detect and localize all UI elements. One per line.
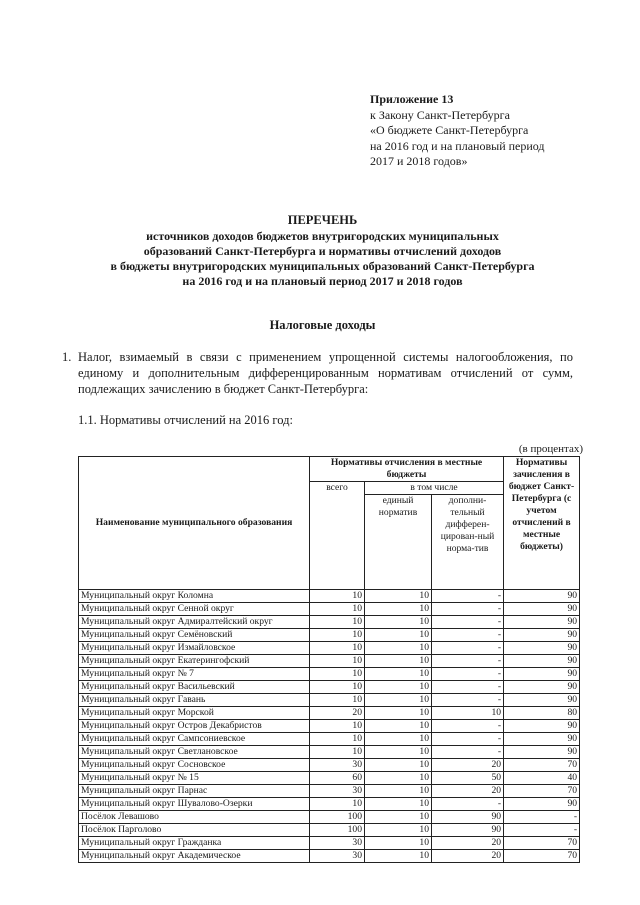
cell-name: Муниципальный округ Светлановское [79, 746, 310, 759]
cell-name: Муниципальный округ № 7 [79, 668, 310, 681]
cell-single: 10 [365, 642, 432, 655]
cell-spb: - [504, 824, 580, 837]
cell-total: 10 [310, 655, 365, 668]
cell-name: Муниципальный округ № 15 [79, 772, 310, 785]
cell-extra: - [432, 720, 504, 733]
cell-single: 10 [365, 733, 432, 746]
cell-single: 10 [365, 603, 432, 616]
cell-name: Муниципальный округ Гражданка [79, 837, 310, 850]
paragraph-1 [62, 349, 573, 397]
cell-single: 10 [365, 616, 432, 629]
cell-name: Муниципальный округ Сампсониевское [79, 733, 310, 746]
cell-extra: - [432, 603, 504, 616]
cell-total: 10 [310, 590, 365, 603]
table-row [79, 759, 580, 772]
cell-extra: 20 [432, 837, 504, 850]
cell-extra: - [432, 746, 504, 759]
cell-spb: 90 [504, 733, 580, 746]
table-row [79, 772, 580, 785]
cell-extra: 10 [432, 707, 504, 720]
norms-table [78, 456, 580, 863]
cell-extra: - [432, 629, 504, 642]
cell-spb: 90 [504, 681, 580, 694]
cell-total: 10 [310, 798, 365, 811]
cell-spb: 90 [504, 616, 580, 629]
cell-total: 20 [310, 707, 365, 720]
cell-total: 60 [310, 772, 365, 785]
units-note: (в процентах) [518, 443, 583, 455]
section-title: Налоговые доходы [269, 318, 376, 332]
document-subtitle-line: в бюджеты внутригородских муниципальных образований Санкт-Петербурга [110, 259, 535, 273]
cell-name: Муниципальный округ Семёновский [79, 629, 310, 642]
table-row [79, 694, 580, 707]
cell-single: 10 [365, 720, 432, 733]
paragraph-number: 1. [62, 350, 72, 364]
cell-spb: 70 [504, 837, 580, 850]
cell-total: 10 [310, 603, 365, 616]
document-heading [40, 213, 605, 289]
cell-spb: 80 [504, 707, 580, 720]
cell-single: 10 [365, 694, 432, 707]
cell-extra: - [432, 681, 504, 694]
cell-name: Муниципальный округ Васильевский [79, 681, 310, 694]
header-name: Наименование муниципального образования [79, 457, 310, 590]
table-row [79, 668, 580, 681]
document-subtitle-line: источников доходов бюджетов внутригородских муниципальных [146, 229, 499, 243]
cell-single: 10 [365, 811, 432, 824]
header-extra: дополни-тельный дифферен-цирован-ный норма-тив [432, 495, 504, 590]
cell-spb: 70 [504, 785, 580, 798]
cell-spb: 90 [504, 629, 580, 642]
cell-spb: 70 [504, 759, 580, 772]
cell-extra: 20 [432, 850, 504, 863]
cell-extra: 20 [432, 785, 504, 798]
table-row [79, 603, 580, 616]
cell-spb: 40 [504, 772, 580, 785]
cell-spb: 90 [504, 603, 580, 616]
cell-single: 10 [365, 655, 432, 668]
cell-total: 10 [310, 746, 365, 759]
cell-single: 10 [365, 707, 432, 720]
cell-spb: 90 [504, 746, 580, 759]
header-including: в том числе [365, 482, 504, 495]
table-row [79, 824, 580, 837]
appendix-title: Приложение 13 [370, 92, 454, 106]
cell-spb: 90 [504, 668, 580, 681]
cell-name: Муниципальный округ Парнас [79, 785, 310, 798]
cell-name: Посёлок Левашово [79, 811, 310, 824]
cell-total: 10 [310, 642, 365, 655]
cell-total: 10 [310, 629, 365, 642]
cell-spb: 90 [504, 798, 580, 811]
cell-single: 10 [365, 746, 432, 759]
appendix-line: на 2016 год и на плановый период [370, 138, 545, 153]
table-row [79, 798, 580, 811]
cell-name: Муниципальный округ Гавань [79, 694, 310, 707]
paragraph-1-1: 1.1. Нормативы отчислений на 2016 год: [78, 413, 293, 427]
cell-extra: - [432, 590, 504, 603]
cell-total: 10 [310, 668, 365, 681]
document-subtitle-line: образований Санкт-Петербурга и нормативы отчислений доходов [143, 244, 502, 258]
table-row [79, 746, 580, 759]
cell-extra: - [432, 668, 504, 681]
table-row [79, 629, 580, 642]
appendix-line: «О бюджете Санкт-Петербурга [370, 123, 529, 137]
cell-single: 10 [365, 798, 432, 811]
table-row [79, 590, 580, 603]
cell-total: 100 [310, 811, 365, 824]
cell-single: 10 [365, 772, 432, 785]
cell-extra: 50 [432, 772, 504, 785]
cell-extra: 90 [432, 824, 504, 837]
table-row [79, 655, 580, 668]
cell-extra: - [432, 616, 504, 629]
cell-name: Муниципальный округ Сосновское [79, 759, 310, 772]
table-row [79, 720, 580, 733]
cell-name: Муниципальный округ Сенной округ [79, 603, 310, 616]
cell-single: 10 [365, 668, 432, 681]
header-local: Нормативы отчисления в местные бюджеты [310, 457, 504, 482]
table-row [79, 785, 580, 798]
cell-spb: - [504, 811, 580, 824]
cell-single: 10 [365, 590, 432, 603]
cell-single: 10 [365, 850, 432, 863]
cell-spb: 90 [504, 694, 580, 707]
cell-total: 10 [310, 720, 365, 733]
cell-name: Муниципальный округ Адмиралтейский округ [79, 616, 310, 629]
table-row [79, 837, 580, 850]
cell-single: 10 [365, 837, 432, 850]
cell-name: Муниципальный округ Академическое [79, 850, 310, 863]
cell-extra: - [432, 733, 504, 746]
cell-extra: 90 [432, 811, 504, 824]
cell-name: Муниципальный округ Измайловское [79, 642, 310, 655]
cell-total: 30 [310, 785, 365, 798]
cell-name: Муниципальный округ Шувалово-Озерки [79, 798, 310, 811]
cell-total: 10 [310, 694, 365, 707]
appendix-line: 2017 и 2018 годов» [370, 154, 468, 168]
cell-spb: 90 [504, 720, 580, 733]
header-single: единый норматив [365, 495, 432, 590]
cell-total: 10 [310, 733, 365, 746]
cell-total: 10 [310, 681, 365, 694]
cell-spb: 90 [504, 590, 580, 603]
cell-name: Муниципальный округ Остров Декабристов [79, 720, 310, 733]
paragraph-text: Налог, взимаемый в связи с применением упрощенной системы налогообложения, по единому и дополнительным дифференцированным нормативам отчислений от сумм, подлежащих зачислению в бюджет Санкт-Петербурга: [78, 350, 573, 396]
table-row [79, 616, 580, 629]
table-row [79, 642, 580, 655]
cell-name: Муниципальный округ Морской [79, 707, 310, 720]
cell-single: 10 [365, 785, 432, 798]
cell-total: 100 [310, 824, 365, 837]
cell-spb: 90 [504, 655, 580, 668]
cell-spb: 90 [504, 642, 580, 655]
cell-extra: 20 [432, 759, 504, 772]
cell-spb: 70 [504, 850, 580, 863]
document-subtitle-line: на 2016 год и на плановый период 2017 и 2018 годов [182, 274, 463, 288]
header-total: всего [310, 482, 365, 590]
appendix-line: к Закону Санкт-Петербурга [370, 107, 510, 122]
document-title: ПЕРЕЧЕНЬ [287, 213, 358, 227]
cell-extra: - [432, 655, 504, 668]
table-row [79, 733, 580, 746]
header-spb: Нормативы зачисления в бюджет Санкт-Петербурга (с учетом отчислений в местные бюджеты) [504, 457, 580, 590]
cell-single: 10 [365, 759, 432, 772]
cell-total: 30 [310, 759, 365, 772]
table-row [79, 811, 580, 824]
cell-extra: - [432, 642, 504, 655]
cell-extra: - [432, 798, 504, 811]
table-row [79, 850, 580, 863]
appendix-note [370, 92, 620, 170]
cell-extra: - [432, 694, 504, 707]
cell-total: 30 [310, 837, 365, 850]
norms-table-body [79, 590, 580, 863]
cell-single: 10 [365, 824, 432, 837]
cell-single: 10 [365, 629, 432, 642]
cell-total: 30 [310, 850, 365, 863]
cell-total: 10 [310, 616, 365, 629]
cell-name: Посёлок Парголово [79, 824, 310, 837]
cell-single: 10 [365, 681, 432, 694]
table-row [79, 707, 580, 720]
cell-name: Муниципальный округ Екатерингофский [79, 655, 310, 668]
table-row [79, 681, 580, 694]
cell-name: Муниципальный округ Коломна [79, 590, 310, 603]
